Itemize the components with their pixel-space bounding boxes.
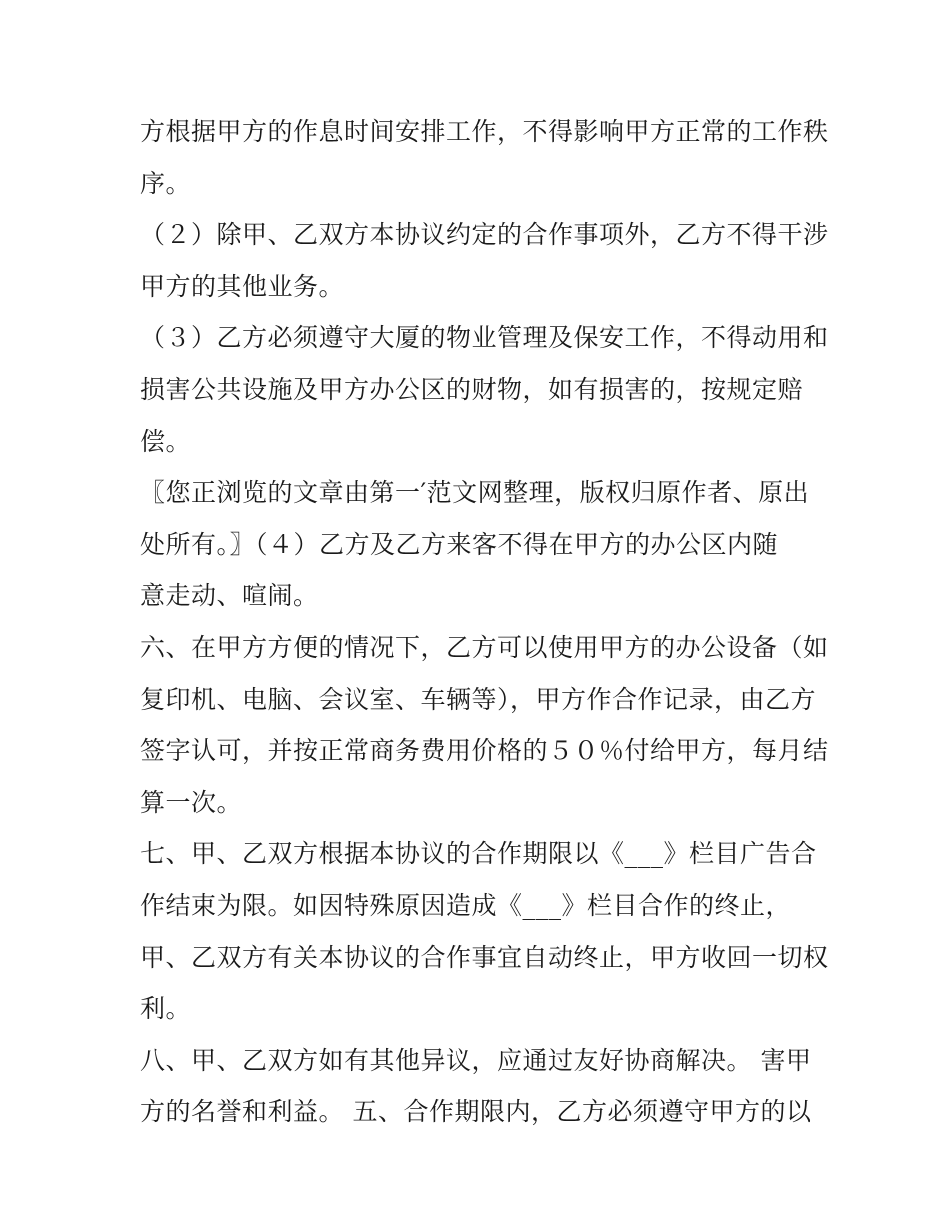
- text-line: 甲方的其他业务。: [140, 271, 345, 301]
- text-line: 复印机、电脑、会议室、车辆等），甲方作合作记录，由乙方: [140, 684, 817, 714]
- text-line: 处所有。〗（４）乙方及乙方来客不得在甲方的办公区内随: [140, 529, 779, 559]
- text-line: 签字认可，并按正常商务费用价格的５０％付给甲方，每月结: [140, 736, 829, 766]
- text-line: 偿。: [140, 426, 192, 456]
- text-line: 甲、乙双方有关本协议的合作事宜自动终止，甲方收回一切权: [140, 942, 829, 972]
- text-line: 作结束为限。如因特殊原因造成《___》栏目合作的终止，: [140, 890, 792, 920]
- text-line: 损害公共设施及甲方办公区的财物，如有损害的，按规定赔: [140, 374, 804, 404]
- text-line: 意走动、喧闹。: [140, 581, 319, 611]
- text-line: （３）乙方必须遵守大厦的物业管理及保安工作，不得动用和: [140, 323, 829, 353]
- text-line: 利。: [140, 994, 192, 1024]
- document-body: [140, 106, 829, 1138]
- text-line: 方根据甲方的作息时间安排工作，不得影响甲方正常的工作秩: [140, 117, 829, 146]
- text-line: 方的名誉和利益。 五、合作期限内，乙方必须遵守甲方的以: [140, 1097, 812, 1127]
- text-line: 六、在甲方方便的情况下，乙方可以使用甲方的办公设备（如: [140, 632, 829, 662]
- text-line: 算一次。: [140, 787, 243, 817]
- text-line: 七、甲、乙双方根据本协议的合作期限以《___》栏目广告合: [140, 839, 817, 869]
- text-line: 〖您正浏览的文章由第一′范文网整理，版权归原作者、原出: [140, 478, 810, 508]
- text-line: （２）除甲、乙双方本协议约定的合作事项外，乙方不得干涉: [140, 220, 829, 250]
- text-line: 序。: [140, 168, 192, 198]
- text-line: 八、甲、乙双方如有其他异议，应通过友好协商解决。 害甲: [140, 1045, 812, 1075]
